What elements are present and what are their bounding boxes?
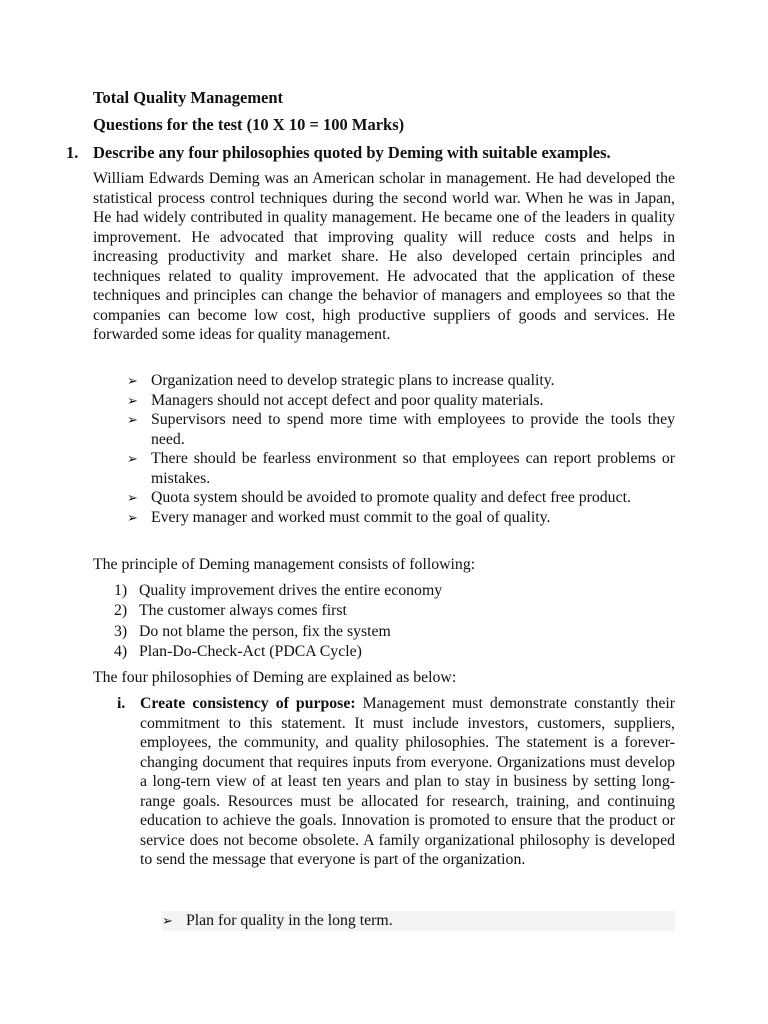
document-subtitle: Questions for the test (10 X 10 = 100 Marks) <box>93 115 405 134</box>
list-item: 4) Plan-Do-Check-Act (PDCA Cycle) <box>114 642 362 660</box>
ideas-list <box>127 371 675 527</box>
philosophies-intro: The four philosophies of Deming are explained as below: <box>93 669 457 686</box>
list-item: ➢ Managers should not accept defect and poor quality materials. <box>127 391 544 409</box>
list-item: ➢ Organization need to develop strategic plans to increase quality. <box>127 372 555 389</box>
list-item: ➢ Every manager and worked must commit to the goal of quality. <box>127 508 551 526</box>
list-item: ➢ There should be fearless environment so that employees can report problems or mistakes. <box>127 450 675 487</box>
principles-list <box>114 581 594 662</box>
intro-paragraph: William Edwards Deming was an American scholar in management. He had developed the statistical process control techniques during the second world war. When he was in Japan, He had widely contributed in quality management. He became one of the leaders in quality improvement. He advocated that improving quality will reduce costs and helps in increasing productivity and market share. He also developed certain principles and techniques related to quality improvement. He advocated that the application of these techniques and principles can change the behavior of managers and employees so that the companies can become low cost, high productive suppliers of goods and services. He forwarded some ideas for quality management. <box>93 170 675 343</box>
arrow-bullet-icon: ➢ <box>127 392 138 408</box>
sub-bullet-item: ➢ Plan for quality in the long term. <box>162 911 675 931</box>
document-title: Total Quality Management <box>93 88 284 107</box>
list-item: 3) Do not blame the person, fix the system <box>114 622 391 640</box>
arrow-bullet-icon: ➢ <box>162 913 173 928</box>
list-item: ➢ Supervisors need to spend more time with employees to provide the tools they need. <box>127 411 675 448</box>
list-item: ➢ Quota system should be avoided to promote quality and defect free product. <box>127 489 631 506</box>
list-item: 2) The customer always comes first <box>114 602 347 620</box>
philosophy-heading: Create consistency of purpose: <box>140 695 356 712</box>
arrow-bullet-icon: ➢ <box>127 451 138 466</box>
list-item: 1) Quality improvement drives the entire economy <box>114 582 443 599</box>
arrow-bullet-icon: ➢ <box>127 490 138 505</box>
arrow-bullet-icon: ➢ <box>127 373 138 388</box>
philosophy-text: Create consistency of purpose: Management must demonstrate constantly their commitment to this statement. It must include investors, customers, suppliers, employees, the community, and quality philosophies. The statement is a forever-changing document that requires inputs from everyone. Organizations must develop a long-tern view of at least ten years and plan to stay in business by setting long-range goals. Resources must be allocated for research, training, and continuing education to achieve the goals. Innovation is promoted to ensure that the product or service does not become obsolete. A family organizational philosophy is developed to send the message that everyone is part of the organization. <box>140 695 675 868</box>
question-number: 1. <box>66 143 79 162</box>
principles-intro: The principle of Deming management consists of following: <box>93 556 476 573</box>
arrow-bullet-icon: ➢ <box>127 509 138 525</box>
question-text: Describe any four philosophies quoted by Deming with suitable examples. <box>93 143 611 162</box>
roman-numeral: i. <box>117 695 126 712</box>
arrow-bullet-icon: ➢ <box>127 412 138 427</box>
